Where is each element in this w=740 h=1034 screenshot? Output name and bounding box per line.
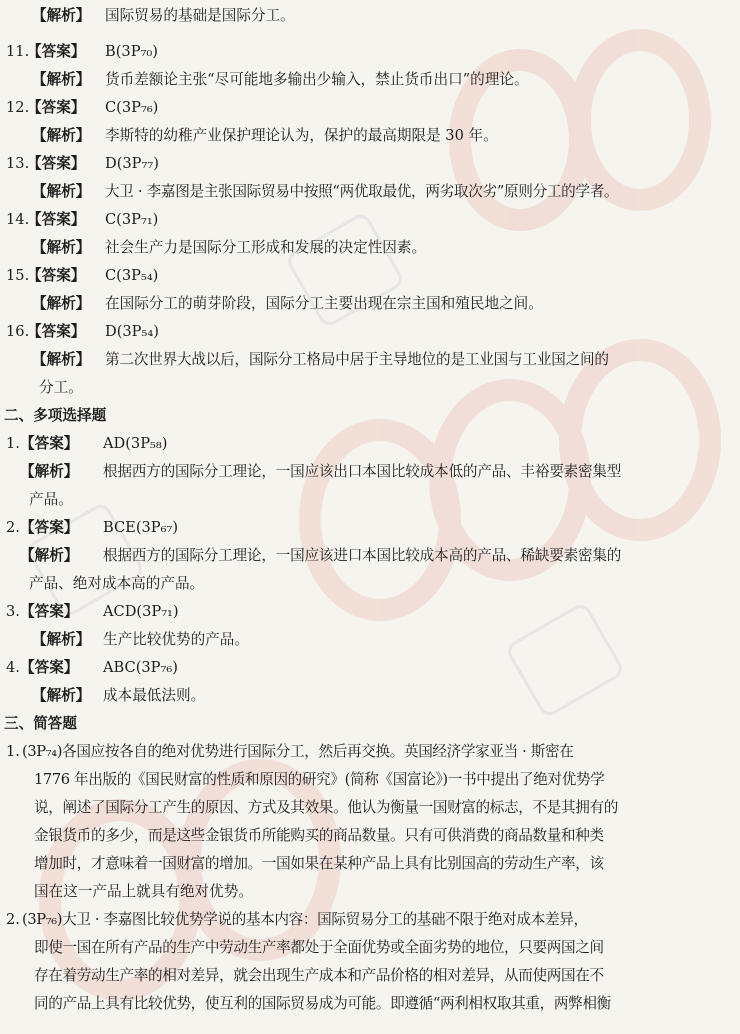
answer-value: ACD(3P₇₁)	[103, 603, 179, 620]
answer-line-m3	[0, 598, 740, 626]
paragraph-text: 金银货币的多少，而是这些金银货币所能购买的商品数量。只有可供消费的商品数量和种类	[34, 827, 604, 844]
answer-value: C(3P₇₆)	[105, 99, 159, 116]
paragraph-text: (3P₇₄)各国应按各自的绝对优势进行国际分工，然后再交换。英国经济学家亚当 · 斯密在	[22, 743, 574, 760]
answer-line-16	[0, 318, 740, 346]
question-number: 2.	[6, 911, 20, 928]
answer-label: 【答案】	[27, 155, 86, 172]
analysis-line-16	[0, 346, 740, 374]
answer-label: 【答案】	[20, 435, 79, 452]
answer-line-m1	[0, 430, 740, 458]
analysis-cont-16	[0, 374, 740, 402]
analysis-label: 【解析】	[32, 127, 91, 144]
analysis-label: 【解析】	[20, 463, 79, 480]
analysis-label: 【解析】	[32, 71, 91, 88]
answer-value: BCE(3P₆₇)	[103, 519, 179, 536]
analysis-text-cont: 产品。	[29, 491, 73, 508]
section-title: 二、多项选择题	[4, 407, 107, 424]
answer-line-12	[0, 94, 740, 122]
answer-label: 【答案】	[27, 43, 86, 60]
answer-line-11	[0, 38, 740, 66]
analysis-line-11	[0, 66, 740, 94]
short-answer-2-line-3	[0, 962, 740, 990]
short-answer-1-line-1	[0, 738, 740, 766]
question-number: 4.	[6, 659, 20, 676]
question-number: 12.	[6, 99, 30, 116]
analysis-text: 大卫 · 李嘉图是主张国际贸易中按照“两优取最优，两劣取次劣”原则分工的学者。	[105, 183, 619, 200]
analysis-label: 【解析】	[32, 295, 91, 312]
analysis-text: 李斯特的幼稚产业保护理论认为，保护的最高期限是 30 年。	[105, 127, 498, 144]
answer-label: 【答案】	[20, 519, 79, 536]
paragraph-text: 国在这一产品上就具有绝对优势。	[34, 883, 253, 900]
answer-value: AD(3P₅₈)	[103, 435, 168, 452]
answer-label: 【答案】	[27, 99, 86, 116]
analysis-text: 第二次世界大战以后，国际分工格局中居于主导地位的是工业国与工业国之间的	[105, 351, 609, 368]
question-number: 3.	[6, 603, 20, 620]
question-number: 14.	[6, 211, 30, 228]
analysis-line-m1	[0, 458, 740, 486]
answer-value: D(3P₅₄)	[105, 323, 159, 340]
analysis-line-m3	[0, 626, 740, 654]
short-answer-2-line-1	[0, 906, 740, 934]
short-answer-1-line-4	[0, 822, 740, 850]
analysis-label: 【解析】	[32, 351, 91, 368]
answer-line-13	[0, 150, 740, 178]
paragraph-text: 说，阐述了国际分工产生的原因、方式及其效果。他认为衡量一国财富的标志，不是其拥有的	[34, 799, 618, 816]
analysis-label: 【解析】	[32, 7, 91, 24]
question-number: 1.	[6, 743, 20, 760]
short-answer-1-line-5	[0, 850, 740, 878]
analysis-text: 根据西方的国际分工理论，一国应该出口本国比较成本低的产品、丰裕要素密集型	[103, 463, 622, 480]
question-number: 2.	[6, 519, 20, 536]
analysis-text: 成本最低法则。	[103, 687, 206, 704]
answer-value: ABC(3P₇₆)	[103, 659, 178, 676]
analysis-line-14	[0, 234, 740, 262]
analysis-text-cont: 产品、绝对成本高的产品。	[29, 575, 205, 592]
answer-value: D(3P₇₇)	[105, 155, 159, 172]
analysis-line-13	[0, 178, 740, 206]
answer-value: B(3P₇₀)	[105, 43, 158, 60]
analysis-line-top	[0, 2, 740, 30]
answer-label: 【答案】	[27, 323, 86, 340]
analysis-line-12	[0, 122, 740, 150]
answer-value: C(3P₇₁)	[105, 211, 159, 228]
analysis-label: 【解析】	[32, 687, 91, 704]
paragraph-text: 同的产品上具有比较优势，使互利的国际贸易成为可能。即遵循“两利相权取其重，两弊相衡	[34, 995, 611, 1012]
question-number: 11.	[6, 43, 30, 60]
analysis-label: 【解析】	[32, 239, 91, 256]
answer-label: 【答案】	[20, 659, 79, 676]
section-title: 三、简答题	[4, 715, 77, 732]
paragraph-text: 增加时，才意味着一国财富的增加。一国如果在某种产品上具有比别国高的劳动生产率，该	[34, 855, 604, 872]
answer-line-15	[0, 262, 740, 290]
analysis-text: 国际贸易的基础是国际分工。	[105, 7, 295, 24]
paragraph-text: 即使一国在所有产品的生产中劳动生产率都处于全面优势或全面劣势的地位，只要两国之间	[34, 939, 604, 956]
answer-label: 【答案】	[27, 211, 86, 228]
analysis-line-15	[0, 290, 740, 318]
analysis-cont-m1	[0, 486, 740, 514]
analysis-line-m4	[0, 682, 740, 710]
question-number: 16.	[6, 323, 30, 340]
answer-value: C(3P₅₄)	[105, 267, 159, 284]
section-heading-2	[0, 402, 740, 430]
analysis-text: 在国际分工的萌芽阶段，国际分工主要出现在宗主国和殖民地之间。	[105, 295, 543, 312]
answer-line-m2	[0, 514, 740, 542]
analysis-text: 生产比较优势的产品。	[103, 631, 249, 648]
analysis-line-m2	[0, 542, 740, 570]
analysis-text-cont: 分工。	[39, 379, 83, 396]
answer-label: 【答案】	[27, 267, 86, 284]
analysis-label: 【解析】	[32, 183, 91, 200]
question-number: 1.	[6, 435, 20, 452]
analysis-label: 【解析】	[20, 547, 79, 564]
answer-line-m4	[0, 654, 740, 682]
short-answer-2-line-2	[0, 934, 740, 962]
analysis-text: 根据西方的国际分工理论，一国应该进口本国比较成本高的产品、稀缺要素密集的	[103, 547, 622, 564]
paragraph-text: (3P₇₆)大卫 · 李嘉图比较优势学说的基本内容：国际贸易分工的基础不限于绝对成本差异，	[22, 911, 588, 928]
question-number: 15.	[6, 267, 30, 284]
analysis-text: 货币差额论主张“尽可能地多输出少输入，禁止货币出口”的理论。	[105, 71, 529, 88]
paragraph-text: 1776 年出版的《国民财富的性质和原因的研究》(简称《国富论》)一书中提出了绝对优势学	[34, 771, 605, 788]
answer-label: 【答案】	[20, 603, 79, 620]
answer-line-14	[0, 206, 740, 234]
paragraph-text: 存在着劳动生产率的相对差异，就会出现生产成本和产品价格的相对差异，从而使两国在不	[34, 967, 604, 984]
question-number: 13.	[6, 155, 30, 172]
section-heading-3	[0, 710, 740, 738]
analysis-label: 【解析】	[32, 631, 91, 648]
short-answer-1-line-2	[0, 766, 740, 794]
short-answer-1-line-3	[0, 794, 740, 822]
short-answer-2-line-4	[0, 990, 740, 1018]
analysis-text: 社会生产力是国际分工形成和发展的决定性因素。	[105, 239, 427, 256]
short-answer-1-line-6	[0, 878, 740, 906]
analysis-cont-m2	[0, 570, 740, 598]
